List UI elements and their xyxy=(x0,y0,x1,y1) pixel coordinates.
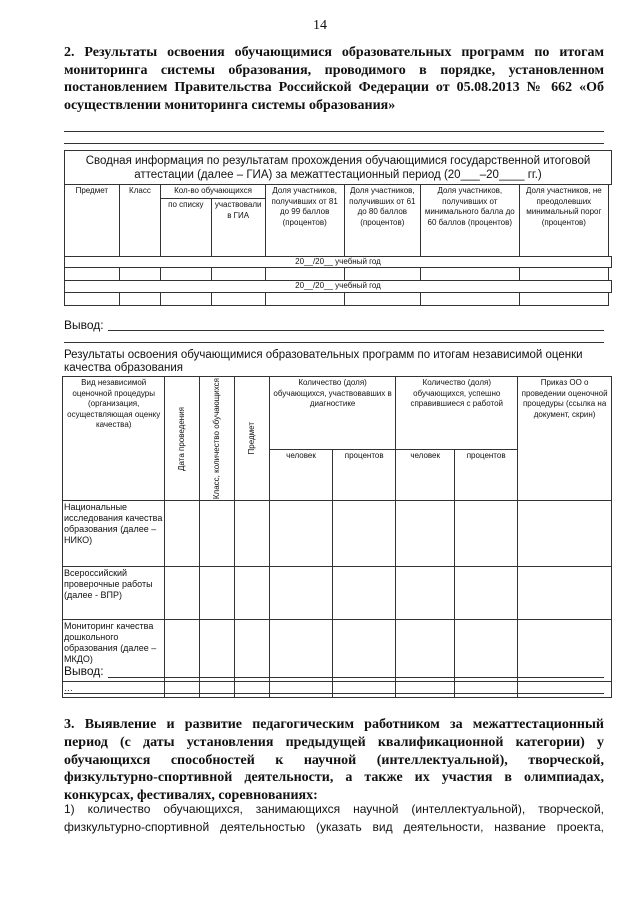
data-cell xyxy=(455,567,518,620)
section-3-heading: 3. Выявление и развитие педагогическим работником за межаттестационный период (с даты установления предыдущей квалификационной категории) у обучающихся способностей к научной (интеллектуальной), творческой, физкультурно-спортивной деятельности, а также их участия в олимпиадах, конкурсах, фестивалях, соревнованиях: xyxy=(64,717,604,804)
conclusion-line xyxy=(108,677,604,678)
procedure-name: Мониторинг качества дошкольного образования xyxy=(64,621,154,654)
item-1-line-2: физкультурно-спортивной деятельностью (указать вид деятельности, название проекта, xyxy=(64,820,604,834)
data-cell xyxy=(165,620,200,682)
caption-line-1: Сводная информация по результатам прохождения обучающимися государственной итоговой xyxy=(85,154,591,167)
header-percent: процентов xyxy=(333,450,396,501)
section-2-heading: 2. Результаты освоения обучающимися образовательных программ по итогам мониторинга системы образования, проводимого в порядке, установленном постановлением Правительства Российской Федерации от 05.08.2013 № 662 «Об осуществлении мониторинга системы образования» xyxy=(64,45,604,113)
procedure-name: Национальные исследования качества образования xyxy=(64,502,163,535)
data-cell xyxy=(235,501,270,567)
data-cell xyxy=(200,682,235,698)
data-cell xyxy=(211,268,265,281)
conclusion-label-1: Вывод: xyxy=(64,318,104,332)
procedure-name: … xyxy=(64,683,73,694)
header-participated-group: Количество (доля) обучающихся, участвовавших в диагностике xyxy=(269,377,395,450)
data-cell xyxy=(333,620,396,682)
data-cell xyxy=(396,501,455,567)
item-1-line-1: 1) количество обучающихся, занимающихся научной (интеллектуальной), творческой, xyxy=(64,802,604,816)
procedure-cell xyxy=(63,682,165,698)
header-class-count-text: Класс, количество обучающихся xyxy=(212,378,222,500)
header-subject: Предмет xyxy=(65,185,120,257)
header-share-81-99: Доля участников, получивших от 81 до 99 баллов (процентов) xyxy=(265,185,344,257)
data-cell xyxy=(161,293,211,306)
header-class: Класс xyxy=(119,185,161,257)
independent-table-caption: Результаты освоения обучающимися образовательных программ по итогам независимой оценки качества образования xyxy=(64,349,583,374)
data-cell xyxy=(165,501,200,567)
procedure-cell xyxy=(63,567,165,620)
header-people: человек xyxy=(396,450,455,501)
underline-rule xyxy=(64,131,604,132)
data-cell xyxy=(235,567,270,620)
conclusion-line xyxy=(64,342,604,343)
data-cell xyxy=(421,293,519,306)
gia-results-table xyxy=(64,150,612,306)
independent-assessment-table xyxy=(62,376,612,698)
data-cell xyxy=(333,567,396,620)
data-cell xyxy=(396,620,455,682)
table-row xyxy=(63,567,612,620)
data-cell xyxy=(519,293,609,306)
header-passed-group: Количество (доля) обучающихся, успешно справившиеся с работой xyxy=(396,377,518,450)
data-cell xyxy=(235,620,270,682)
data-cell xyxy=(421,268,519,281)
spacer-cell xyxy=(609,185,612,257)
header-class-count xyxy=(200,377,235,501)
data-cell xyxy=(119,268,161,281)
data-cell xyxy=(518,567,612,620)
year-row-2: 20__/20__ учебный год xyxy=(65,281,612,293)
data-cell xyxy=(211,293,265,306)
header-people: человек xyxy=(269,450,332,501)
data-cell xyxy=(200,620,235,682)
data-cell xyxy=(269,567,332,620)
spacer-cell xyxy=(609,293,612,306)
data-cell xyxy=(269,682,332,698)
header-count-group: Кол-во обучающихся xyxy=(161,185,266,199)
header-share-min-60: Доля участников, получивших от минимального балла до 60 баллов (процентов) xyxy=(421,185,519,257)
data-cell xyxy=(344,293,421,306)
data-cell xyxy=(455,501,518,567)
conclusion-label-2: Вывод: xyxy=(64,664,104,678)
data-cell xyxy=(455,620,518,682)
data-cell xyxy=(235,682,270,698)
data-cell xyxy=(519,268,609,281)
data-cell xyxy=(333,682,396,698)
section-3-item-1 xyxy=(64,800,604,836)
table-row xyxy=(63,501,612,567)
spacer-cell xyxy=(609,268,612,281)
data-cell xyxy=(455,682,518,698)
data-cell xyxy=(165,682,200,698)
data-cell xyxy=(518,682,612,698)
data-cell xyxy=(269,501,332,567)
header-in-gia: участвовали в ГИА xyxy=(211,199,265,257)
header-procedure-type: Вид независимой оценочной процедуры (организация, осуществляющая оценку качества) xyxy=(63,377,165,501)
data-cell xyxy=(396,567,455,620)
procedure-name: Всероссийский проверочные работы xyxy=(64,568,153,590)
header-order: Приказ ОО о проведении оценочной процедуры (ссылка на документ, скрин) xyxy=(518,377,612,501)
procedure-abbr: (далее - ВПР) xyxy=(64,590,122,601)
header-subject xyxy=(235,377,270,501)
data-cell xyxy=(200,567,235,620)
year-row-1: 20__/20__ учебный год xyxy=(65,257,612,268)
data-cell xyxy=(65,293,120,306)
conclusion-line xyxy=(64,693,604,694)
header-date-text: Дата проведения xyxy=(177,406,187,471)
data-cell xyxy=(269,620,332,682)
header-subject-text: Предмет xyxy=(247,422,256,455)
procedure-cell xyxy=(63,501,165,567)
gia-table-caption xyxy=(65,151,612,185)
data-cell xyxy=(333,501,396,567)
header-share-not-passed: Доля участников, не преодолевших минимальный порог (процентов) xyxy=(519,185,609,257)
data-cell xyxy=(396,682,455,698)
header-date xyxy=(165,377,200,501)
data-cell xyxy=(518,501,612,567)
data-cell xyxy=(265,268,344,281)
data-cell xyxy=(119,293,161,306)
data-cell xyxy=(344,268,421,281)
conclusion-line xyxy=(108,330,604,331)
underline-rule xyxy=(64,143,604,144)
procedure-abbr: (далее – МКДО) xyxy=(64,643,157,665)
procedure-abbr: (далее – НИКО) xyxy=(64,524,157,546)
table-row xyxy=(63,682,612,698)
data-cell xyxy=(200,501,235,567)
data-cell xyxy=(265,293,344,306)
caption-line-2: аттестации (далее – ГИА) за межаттестационный период (20___–20____ гг.) xyxy=(134,168,542,181)
data-cell xyxy=(165,567,200,620)
header-by-list: по списку xyxy=(161,199,211,257)
page-number: 14 xyxy=(313,18,327,33)
table-row xyxy=(63,620,612,682)
data-cell xyxy=(161,268,211,281)
data-cell xyxy=(65,268,120,281)
header-percent: процентов xyxy=(455,450,518,501)
header-share-61-80: Доля участников, получивших от 61 до 80 баллов (процентов) xyxy=(344,185,421,257)
data-cell xyxy=(518,620,612,682)
